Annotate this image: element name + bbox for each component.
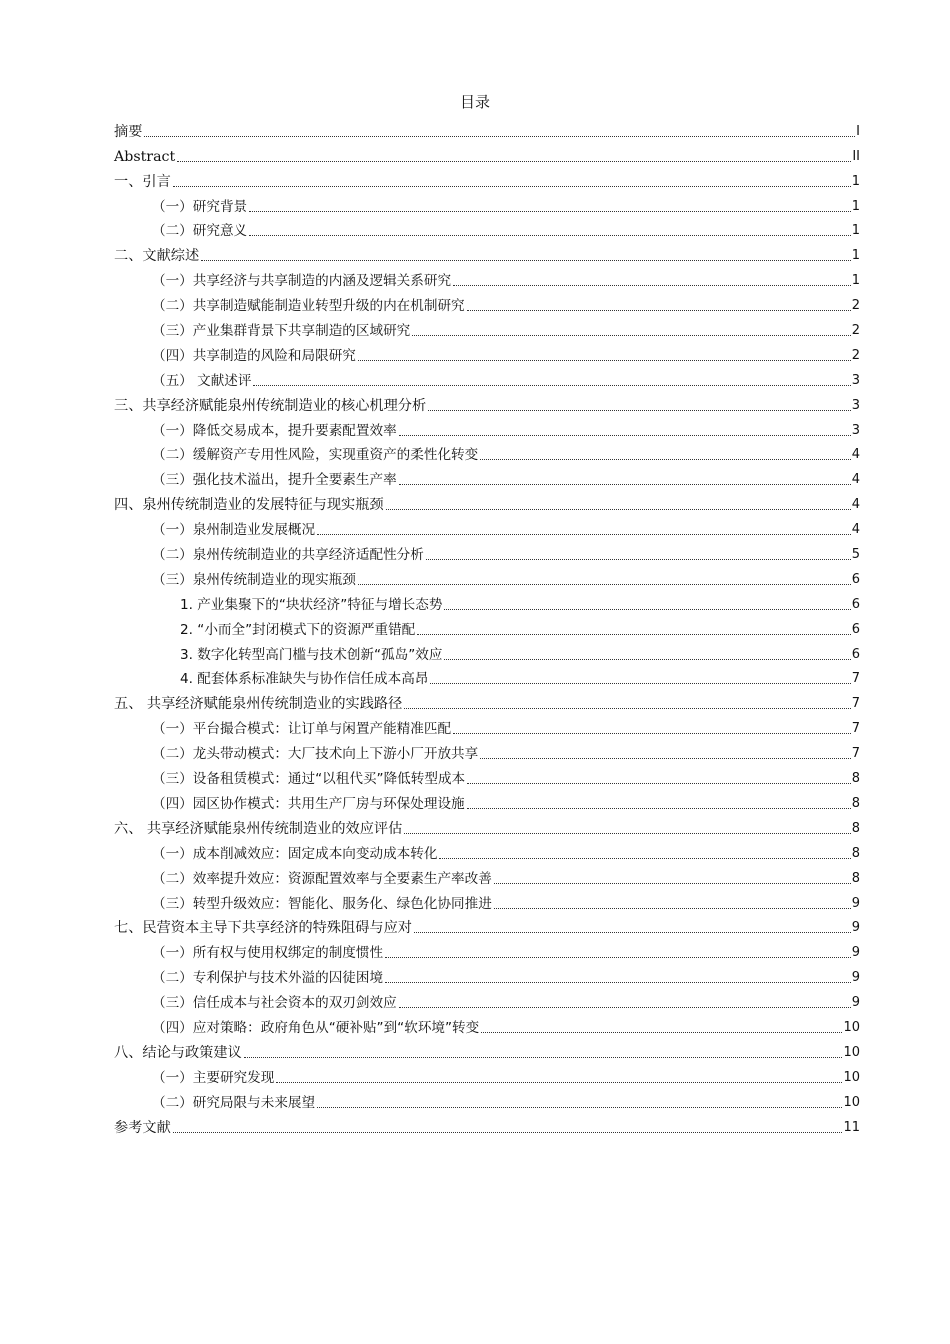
toc-entry-page-number: 4 — [851, 447, 860, 463]
toc-entry-page-number: 8 — [851, 820, 860, 836]
toc-entry-page-number: 4 — [851, 497, 860, 513]
dot-leader — [244, 1057, 843, 1058]
toc-entry-page-number: 10 — [843, 1019, 860, 1035]
toc-entry-label: （二）共享制造赋能制造业转型升级的内在机制研究 — [152, 298, 465, 315]
toc-entry-page-number: 9 — [851, 995, 860, 1011]
dot-leader — [385, 957, 851, 958]
toc-entry[interactable] — [114, 788, 860, 813]
toc-entry-label: （三）转型升级效应：智能化、服务化、绿色化协同推进 — [152, 895, 492, 912]
toc-entry-label: （一）共享经济与共享制造的内涵及逻辑关系研究 — [152, 273, 452, 290]
toc-entry-label: 五、 共享经济赋能泉州传统制造业的实践路径 — [114, 696, 403, 713]
dot-leader — [481, 1032, 842, 1033]
toc-entry-page-number: 1 — [851, 223, 860, 239]
toc-entry[interactable] — [114, 888, 860, 913]
toc-entry-page-number: 6 — [851, 571, 860, 587]
dot-leader — [467, 808, 851, 809]
dot-leader — [444, 609, 850, 610]
dot-leader — [439, 858, 850, 859]
toc-entry-label: （一）降低交易成本，提升要素配置效率 — [152, 422, 397, 439]
toc-entry[interactable] — [114, 440, 860, 465]
dot-leader — [444, 659, 850, 660]
toc-entry-label: 4. 配套体系标准缺失与协作信任成本高昂 — [180, 671, 429, 688]
toc-entry-page-number: 7 — [851, 746, 860, 762]
toc-entry[interactable] — [114, 191, 860, 216]
toc-entry[interactable] — [114, 141, 860, 166]
dot-leader — [467, 310, 851, 311]
toc-entry-label: （二）研究意义 — [152, 223, 248, 240]
dot-leader — [173, 186, 851, 187]
toc-entry[interactable] — [114, 340, 860, 365]
dot-leader — [399, 484, 851, 485]
toc-entry-page-number: 8 — [851, 870, 860, 886]
toc-entry[interactable] — [114, 514, 860, 539]
toc-entry-page-number: 2 — [851, 298, 860, 314]
toc-entry-label: 摘要 — [114, 123, 143, 140]
dot-leader — [404, 833, 850, 834]
toc-entry-page-number: 9 — [851, 970, 860, 986]
toc-title: 目录 — [459, 93, 490, 111]
toc-entry[interactable] — [114, 838, 860, 863]
dot-leader — [249, 235, 851, 236]
toc-entry-page-number: 1 — [851, 273, 860, 289]
toc-entry-page-number: 1 — [851, 198, 860, 214]
dot-leader — [417, 634, 850, 635]
toc-entry-label: 七、民营资本主导下共享经济的特殊阻碍与应对 — [114, 920, 412, 937]
dot-leader — [173, 1132, 843, 1133]
toc-entry-label: （一）泉州制造业发展概况 — [152, 522, 316, 539]
toc-entry[interactable] — [114, 116, 860, 141]
dot-leader — [358, 584, 851, 585]
toc-entry-page-number: 8 — [851, 771, 860, 787]
toc-entry-label: （一）主要研究发现 — [152, 1069, 275, 1086]
toc-entry[interactable] — [114, 415, 860, 440]
toc-entry-page-number: 6 — [851, 621, 860, 637]
toc-entry-label: （二）龙头带动模式：大厂技术向上下游小厂开放共享 — [152, 746, 479, 763]
dot-leader — [414, 932, 851, 933]
toc-entry-label: （三）产业集群背景下共享制造的区域研究 — [152, 323, 411, 340]
toc-entry-label: （一）平台撮合模式：让订单与闲置产能精准匹配 — [152, 721, 452, 738]
dot-leader — [404, 708, 850, 709]
dot-leader — [317, 1107, 842, 1108]
toc-entry[interactable] — [114, 365, 860, 390]
toc-entry-page-number: 3 — [851, 397, 860, 413]
dot-leader — [453, 733, 851, 734]
dot-leader — [276, 1082, 842, 1083]
toc-entry[interactable] — [114, 166, 860, 191]
toc-entry[interactable] — [114, 290, 860, 315]
dot-leader — [386, 509, 851, 510]
toc-entry-label: （二）效率提升效应：资源配置效率与全要素生产率改善 — [152, 870, 492, 887]
toc-entry-page-number: 6 — [851, 646, 860, 662]
toc-entry[interactable] — [114, 1037, 860, 1062]
toc-entry-label: 三、共享经济赋能泉州传统制造业的核心机理分析 — [114, 397, 427, 414]
toc-entry-label: （三）泉州传统制造业的现实瓶颈 — [152, 571, 356, 588]
toc-entry[interactable] — [114, 564, 860, 589]
toc-entry[interactable] — [114, 813, 860, 838]
toc-entry-page-number: 2 — [851, 347, 860, 363]
toc-entry-label: 二、文献综述 — [114, 248, 200, 265]
dot-leader — [201, 260, 851, 261]
toc-entry[interactable] — [114, 863, 860, 888]
toc-entry[interactable] — [114, 390, 860, 415]
toc-entry[interactable] — [114, 1012, 860, 1037]
toc-entry-label: 3. 数字化转型高门槛与技术创新“孤岛”效应 — [180, 646, 443, 663]
toc-entry-label: 1. 产业集聚下的“块状经济”特征与增长态势 — [180, 596, 443, 613]
dot-leader — [399, 1007, 851, 1008]
dot-leader — [412, 335, 850, 336]
dot-leader — [480, 459, 850, 460]
toc-entry[interactable] — [114, 589, 860, 614]
toc-entry[interactable] — [114, 614, 860, 639]
toc-entry-label: 四、泉州传统制造业的发展特征与现实瓶颈 — [114, 497, 384, 514]
toc-entry[interactable] — [114, 937, 860, 962]
toc-entry-page-number: 10 — [843, 1094, 860, 1110]
toc-entry[interactable] — [114, 315, 860, 340]
table-of-contents — [114, 116, 860, 1137]
toc-entry[interactable] — [114, 489, 860, 514]
dot-leader — [317, 534, 851, 535]
toc-entry[interactable] — [114, 1087, 860, 1112]
toc-entry[interactable] — [114, 913, 860, 938]
toc-entry-page-number: 8 — [851, 795, 860, 811]
dot-leader — [480, 758, 850, 759]
toc-entry-label: （一）成本削减效应：固定成本向变动成本转化 — [152, 845, 438, 862]
dot-leader — [494, 883, 851, 884]
toc-entry-label: （一）研究背景 — [152, 198, 248, 215]
toc-entry-label: （四）园区协作模式：共用生产厂房与环保处理设施 — [152, 795, 465, 812]
dot-leader — [453, 285, 851, 286]
toc-entry-page-number: 7 — [851, 721, 860, 737]
toc-entry-label: 2. “小而全”封闭模式下的资源严重错配 — [180, 621, 416, 638]
toc-entry-label: （二）缓解资产专用性风险，实现重资产的柔性化转变 — [152, 447, 479, 464]
dot-leader — [399, 435, 851, 436]
dot-leader — [426, 559, 851, 560]
dot-leader — [385, 982, 851, 983]
toc-entry[interactable] — [114, 464, 860, 489]
toc-entry[interactable] — [114, 216, 860, 241]
dot-leader — [144, 136, 855, 137]
toc-entry-page-number: 3 — [851, 372, 860, 388]
toc-entry-page-number: 7 — [851, 671, 860, 687]
toc-entry[interactable] — [114, 1112, 860, 1137]
toc-entry-label: 参考文献 — [114, 1119, 171, 1136]
toc-entry-page-number: 7 — [851, 696, 860, 712]
toc-entry[interactable] — [114, 688, 860, 713]
toc-entry-label: Abstract — [114, 148, 176, 165]
toc-entry-page-number: I — [856, 123, 860, 139]
toc-entry-label: （二）研究局限与未来展望 — [152, 1094, 316, 1111]
toc-entry[interactable] — [114, 240, 860, 265]
toc-entry-label: （四）应对策略：政府角色从“硬补贴”到“软环境”转变 — [152, 1019, 480, 1036]
toc-entry-page-number: 1 — [851, 248, 860, 264]
toc-entry[interactable] — [114, 987, 860, 1012]
toc-entry[interactable] — [114, 265, 860, 290]
toc-entry-label: 一、引言 — [114, 173, 171, 190]
toc-entry-label: （五） 文献述评 — [152, 372, 252, 389]
toc-entry[interactable] — [114, 713, 860, 738]
toc-entry[interactable] — [114, 738, 860, 763]
toc-entry-page-number: II — [852, 148, 860, 164]
toc-entry-label: 八、结论与政策建议 — [114, 1044, 242, 1061]
toc-entry-label: （四）共享制造的风险和局限研究 — [152, 347, 356, 364]
toc-entry-label: （一）所有权与使用权绑定的制度惯性 — [152, 945, 384, 962]
dot-leader — [253, 385, 850, 386]
toc-entry-page-number: 3 — [851, 422, 860, 438]
toc-entry-label: 六、 共享经济赋能泉州传统制造业的效应评估 — [114, 820, 403, 837]
toc-entry-page-number: 1 — [851, 173, 860, 189]
toc-entry[interactable] — [114, 1062, 860, 1087]
toc-entry[interactable] — [114, 639, 860, 664]
toc-entry[interactable] — [114, 539, 860, 564]
toc-entry-page-number: 10 — [843, 1069, 860, 1085]
toc-entry-label: （二）泉州传统制造业的共享经济适配性分析 — [152, 547, 424, 564]
toc-entry-page-number: 4 — [851, 472, 860, 488]
toc-entry-page-number: 9 — [851, 895, 860, 911]
toc-entry[interactable] — [114, 664, 860, 689]
dot-leader — [358, 360, 851, 361]
toc-entry-label: （三）信任成本与社会资本的双刃剑效应 — [152, 995, 397, 1012]
toc-entry-page-number: 6 — [851, 596, 860, 612]
toc-entry-page-number: 4 — [851, 522, 860, 538]
toc-entry-page-number: 2 — [851, 323, 860, 339]
toc-entry[interactable] — [114, 962, 860, 987]
toc-entry-page-number: 11 — [843, 1119, 860, 1135]
dot-leader — [428, 410, 851, 411]
toc-entry[interactable] — [114, 763, 860, 788]
toc-entry-label: （三）设备租赁模式：通过“以租代买”降低转型成本 — [152, 771, 466, 788]
toc-entry-page-number: 8 — [851, 845, 860, 861]
toc-entry-page-number: 9 — [851, 945, 860, 961]
dot-leader — [177, 161, 851, 162]
dot-leader — [249, 211, 851, 212]
dot-leader — [430, 683, 850, 684]
toc-entry-page-number: 9 — [851, 920, 860, 936]
toc-entry-page-number: 10 — [843, 1044, 860, 1060]
toc-entry-label: （三）强化技术溢出，提升全要素生产率 — [152, 472, 397, 489]
toc-entry-label: （二）专利保护与技术外溢的囚徒困境 — [152, 970, 384, 987]
toc-entry-page-number: 5 — [851, 547, 860, 563]
dot-leader — [467, 783, 851, 784]
dot-leader — [494, 908, 851, 909]
